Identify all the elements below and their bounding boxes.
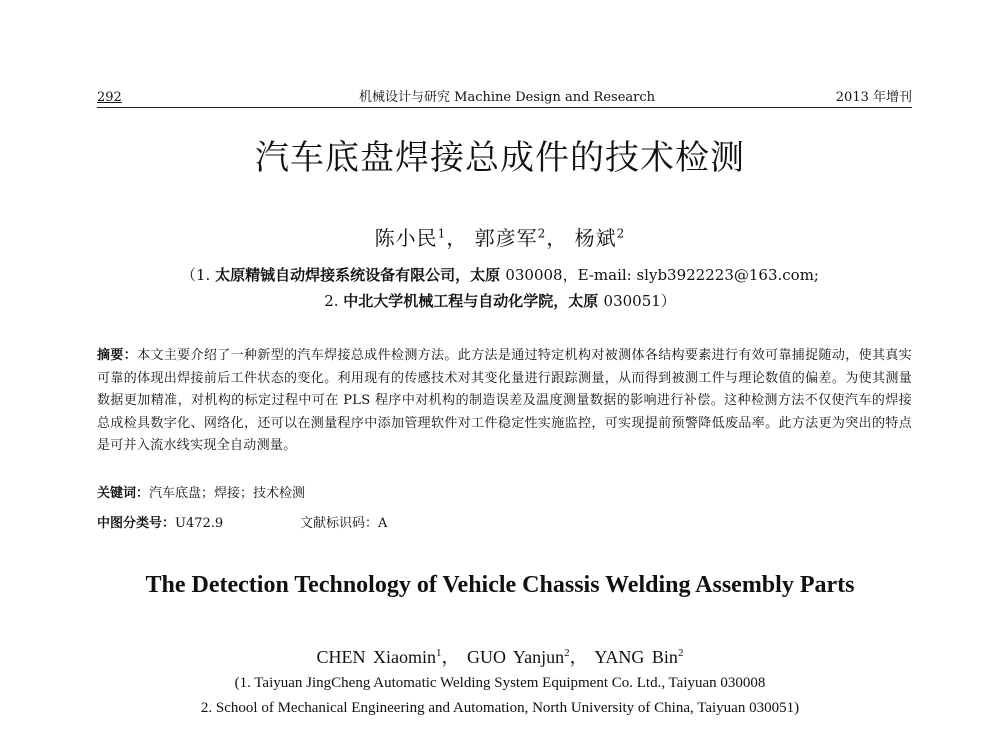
clc-label: 中图分类号： — [97, 516, 176, 531]
authors-chinese — [0, 222, 1000, 251]
author-name: 郭彦军 — [474, 226, 538, 250]
abstract-chinese — [97, 345, 912, 458]
affil-postcode: 030051） — [603, 292, 676, 310]
authors-english — [0, 643, 1000, 669]
clc-value: U472.9 — [175, 516, 224, 531]
abstract-text: 本文主要介绍了一种新型的汽车焊接总成件检测方法。此方法是通过特定机构对被测体各结构要素进行有效可靠捕捉随动，使其真实可靠的体现出焊接前后工件状态的变化。利用现有的传感技术对其变化量进行跟踪测量，从而得到被测工件与理论数值的偏差。为使其测量数据更加精准，对机构的标定过程中可在 PLS 程序中对机构的制造误差及温度测量数据的影响进行补偿。这种检测方法不仅使汽车的焊接总成检具数字化、网络化，还可以在测量程序中添加管理软件对工件稳定性实施监控，可实现提前预警降低废品率。此方法更为突出的特点是可并入流水线实现全自动测量。 — [97, 348, 912, 453]
affiliation-english-2: 2. School of Mechanical Engineering and Automation, North University of China, Taiyuan 030051) — [200, 700, 800, 716]
author-separator: ， — [569, 647, 588, 667]
author-name: GUO Yanjun — [467, 647, 565, 667]
affiliation-chinese-2 — [0, 290, 1000, 311]
affil-org: 太原精铖自动焊接系统设备有限公司，太原 — [215, 266, 506, 284]
author-name: 杨斌 — [574, 226, 617, 250]
running-header — [97, 89, 912, 108]
author-separator: ， — [441, 647, 460, 667]
doc-code-label: 文献标识码： — [300, 516, 379, 531]
author-affil-mark: 1 — [436, 647, 442, 659]
author-name: 陈小民 — [374, 226, 438, 250]
doc-code-value: A — [378, 516, 388, 531]
affil-org: 中北大学机械工程与自动化学院，太原 — [343, 292, 604, 310]
document-code — [300, 512, 387, 531]
author-separator: ， — [546, 226, 568, 250]
author-separator: ， — [446, 226, 468, 250]
author-affil-mark: 2 — [564, 647, 570, 659]
affil-open: （1. — [181, 266, 216, 284]
keywords-label: 关键词： — [97, 486, 150, 501]
author-name: YANG Bin — [594, 647, 678, 667]
author-affil-mark: 1 — [437, 226, 447, 241]
affil-postcode-email: 030008，E-mail: slyb3922223@163.com; — [505, 266, 819, 284]
classification-line — [97, 512, 697, 531]
author-name: CHEN Xiaomin — [316, 647, 437, 667]
author-affil-mark: 2 — [616, 226, 626, 241]
journal-name: 机械设计与研究 Machine Design and Research — [359, 90, 656, 105]
keywords-text: 汽车底盘；焊接；技术检测 — [149, 486, 306, 501]
author-affil-mark: 2 — [537, 226, 547, 241]
title-chinese: 汽车底盘焊接总成件的技术检测 — [255, 138, 745, 178]
affil-prefix: 2. — [324, 292, 344, 310]
author-affil-mark: 2 — [677, 647, 684, 659]
affiliation-english-1: (1. Taiyuan JingCheng Automatic Welding System Equipment Co. Ltd., Taiyuan 030008 — [234, 675, 766, 691]
abstract-label: 摘要： — [97, 348, 138, 363]
title-english: The Detection Technology of Vehicle Chassis Welding Assembly Parts — [145, 572, 855, 598]
keywords-chinese — [97, 482, 305, 501]
affiliation-chinese-1 — [0, 264, 1000, 285]
issue-label: 2013 年增刊 — [835, 90, 912, 105]
page-number: 292 — [97, 90, 122, 105]
